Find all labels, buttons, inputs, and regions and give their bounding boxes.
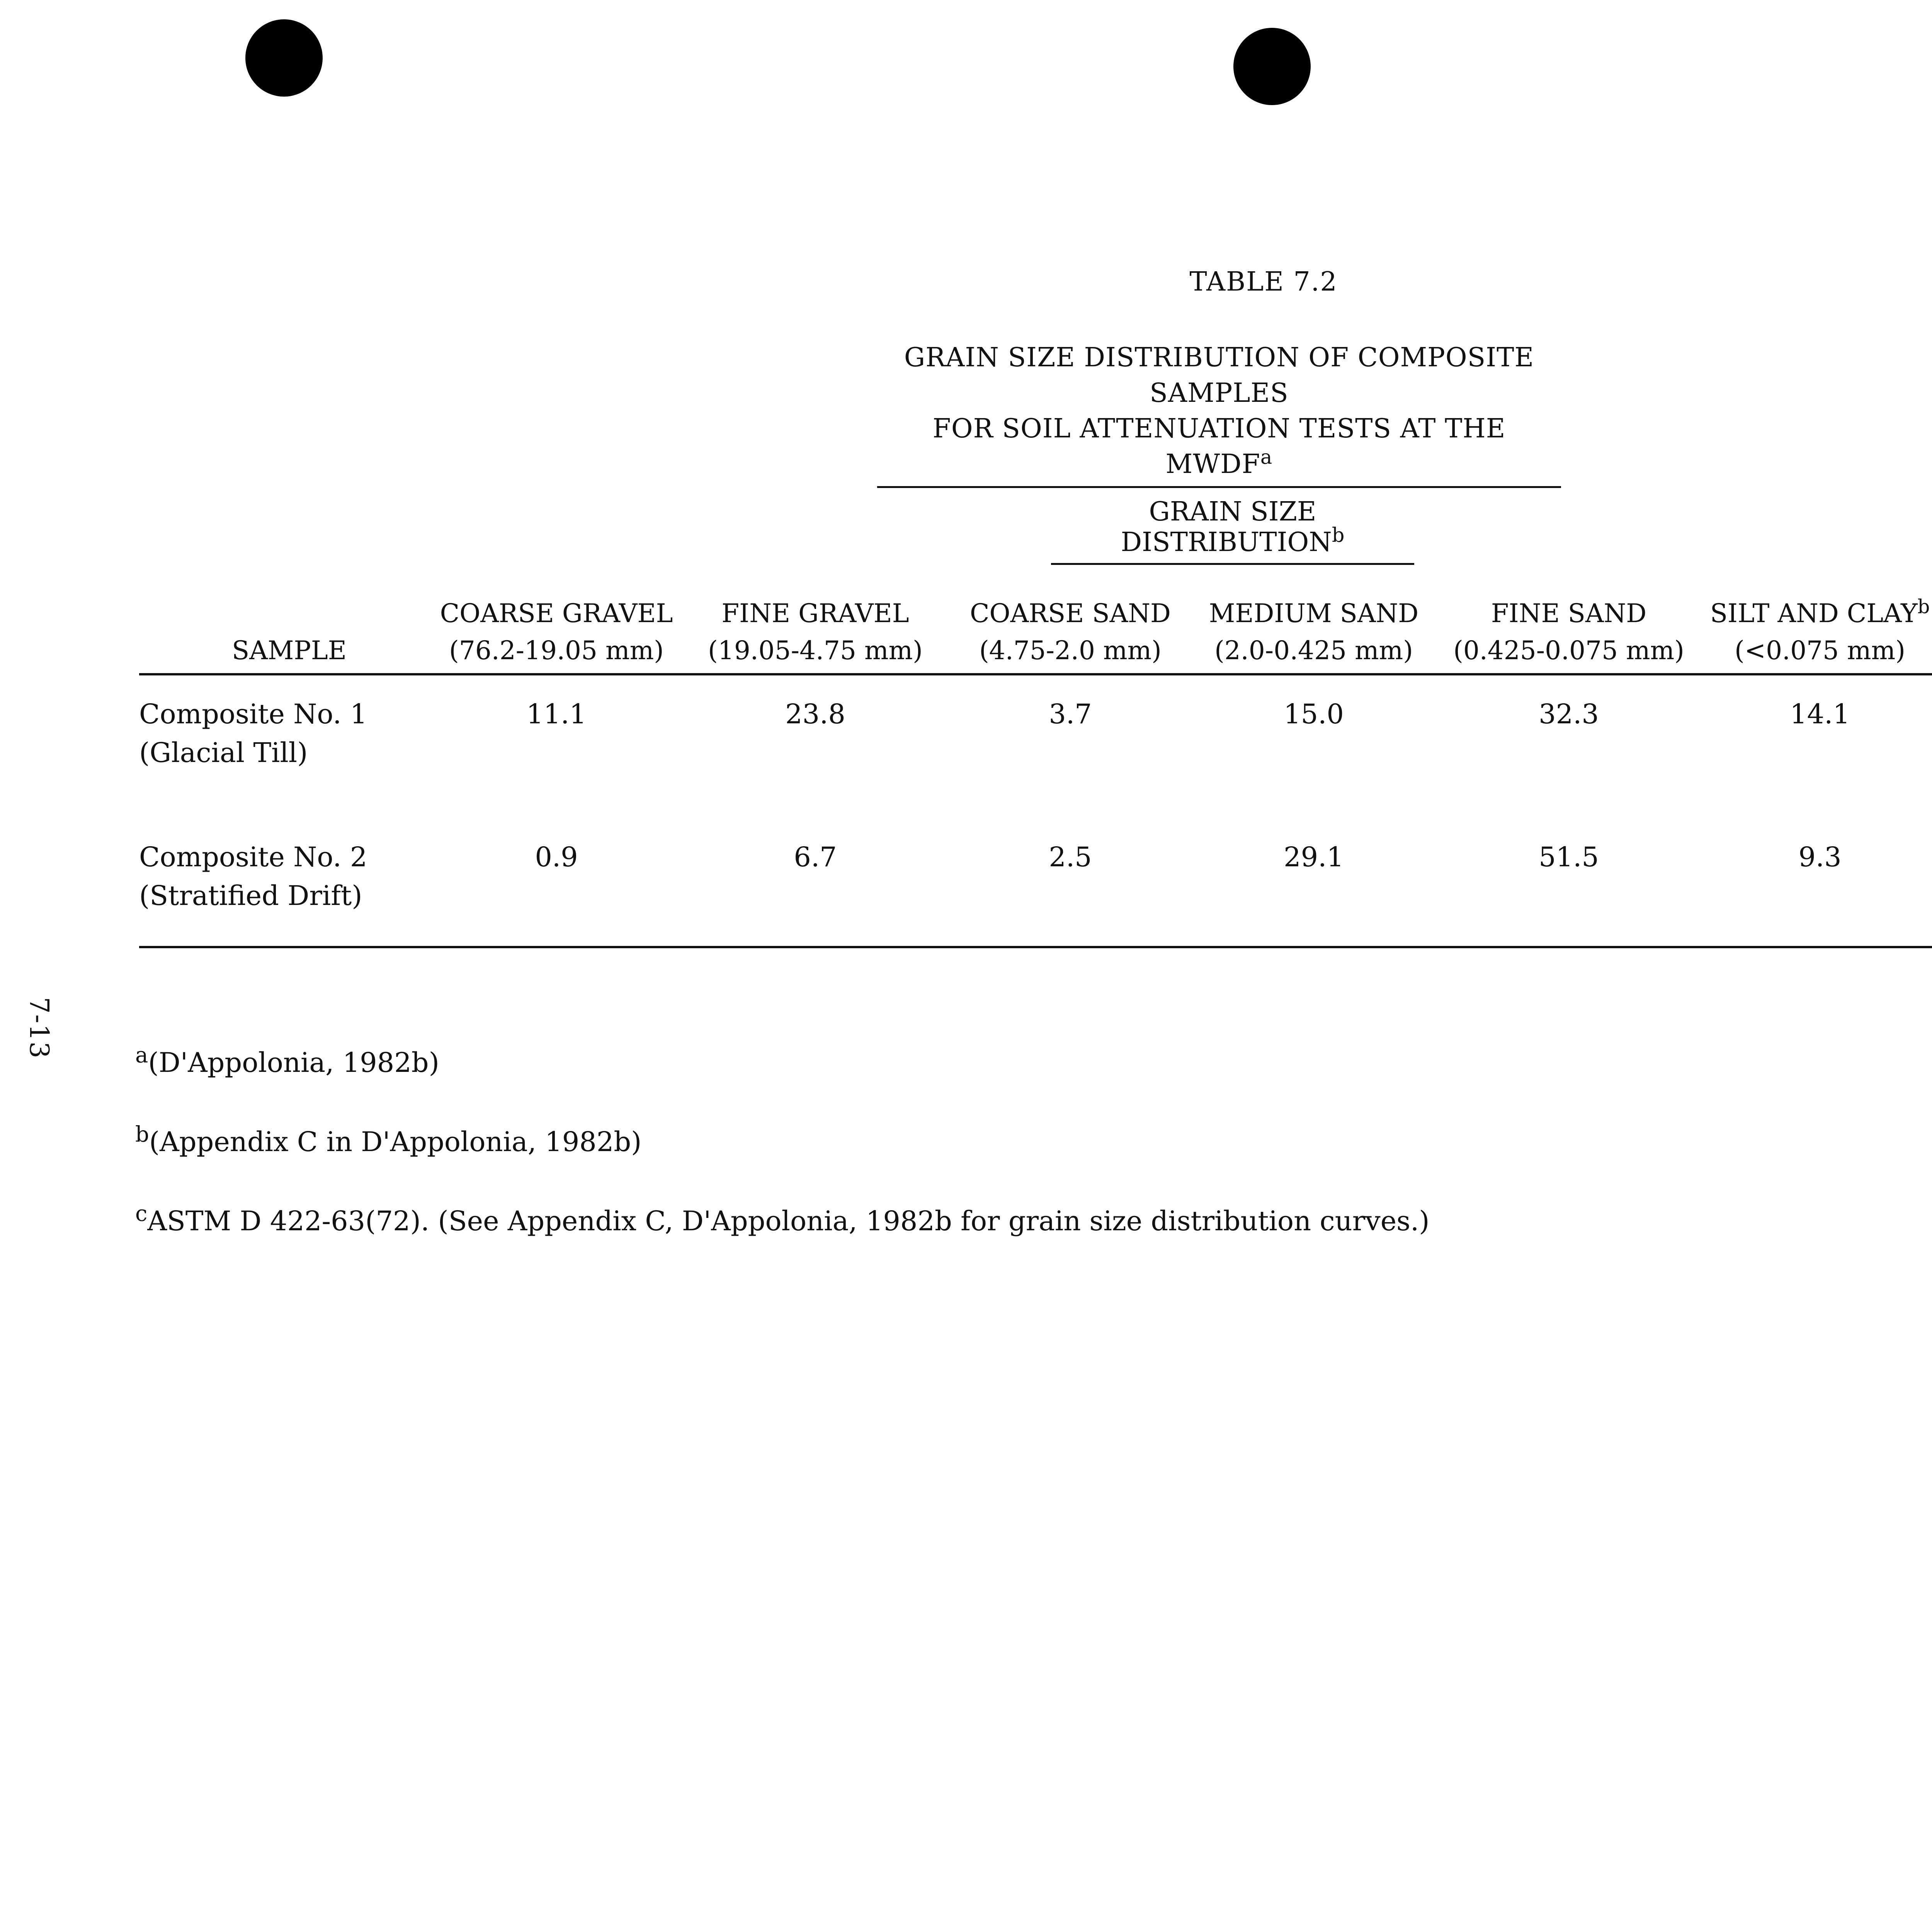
footnote-text: (Appendix C in D'Appolonia, 1982b) [149,1126,642,1158]
value-cell-coarse-gravel: 11.1 [526,698,587,730]
column-group-heading [1051,497,1414,565]
column-header-label: COARSE SAND [970,599,1171,628]
footnote-mark: a [135,1043,148,1068]
sample-type: (Stratified Drift) [139,880,362,912]
grain-size-table [139,595,1932,948]
column-header-coarse-gravel [433,595,680,674]
table-title-line-2 [877,411,1561,482]
value-cell-fine-sand: 32.3 [1539,698,1599,730]
value-cell-fine-gravel: 6.7 [680,838,951,947]
value-cell-fine-sand: 51.5 [1437,838,1700,947]
value-cell-medium-sand: 29.1 [1190,838,1437,947]
header-row [139,595,1932,674]
footnote-text: (D'Appolonia, 1982b) [148,1047,439,1078]
column-header-label: MEDIUM SAND [1209,599,1419,628]
footnote-mark: a [1260,446,1273,469]
sample-cell [139,838,433,947]
column-header-range: (4.75-2.0 mm) [979,636,1162,665]
column-header-range: (19.05-4.75 mm) [708,636,923,665]
value-cell-silt-and-clay: 9.3 [1700,838,1932,947]
column-header-label-text: SILT AND CLAY [1710,599,1918,628]
table-row [139,838,1932,947]
column-header-label: COARSE GRAVEL [440,599,673,628]
value-cell-silt-and-clay: 14.1 [1790,698,1850,730]
value-cell-fine-gravel: 23.8 [785,698,845,730]
column-header-label: FINE GRAVEL [721,599,909,628]
value-cell-coarse-sand: 3.7 [1049,698,1092,730]
footnote-b [135,1122,1932,1161]
column-header-medium-sand [1190,595,1437,674]
value-cell-coarse-sand: 2.5 [951,838,1190,947]
column-header-range: (0.425-0.075 mm) [1453,636,1684,665]
column-header-range: (<0.075 mm) [1735,636,1905,665]
table-title-line-1: GRAIN SIZE DISTRIBUTION OF COMPOSITE SAMPLES [904,342,1534,408]
table-title [877,340,1561,488]
footnote-c [135,1202,1932,1240]
column-header-label: SAMPLE [232,636,347,665]
sample-name: Composite No. 2 [139,841,367,873]
column-header-fine-sand [1437,595,1700,674]
column-header-label: FINE SAND [1491,599,1647,628]
footnote-mark: b [1332,524,1345,547]
table-row [139,674,1932,838]
punch-hole [1233,28,1311,105]
value-cell-medium-sand: 15.0 [1284,698,1344,730]
column-header-sample [139,595,433,674]
footnote-mark: c [135,1201,148,1226]
column-header-silt-and-clay [1700,595,1932,674]
column-header-range: (76.2-19.05 mm) [449,636,664,665]
footnote-a [135,1043,1932,1082]
column-group-heading-text: GRAIN SIZE DISTRIBUTION [1121,497,1332,558]
column-header-label [1700,595,1932,632]
value-cell-coarse-gravel: 0.9 [433,838,680,947]
footnotes [135,1043,1932,1281]
punch-hole [245,19,323,97]
column-header-fine-gravel [680,595,951,674]
grain-size-table-container [139,595,1932,948]
footnote-mark: b [1917,595,1930,618]
page-number: 7-13 [24,997,54,1059]
table-number: TABLE 7.2 [1189,267,1338,297]
sample-type: (Glacial Till) [139,737,308,769]
footnote-text: ASTM D 422-63(72). (See Appendix C, D'Appolonia, 1982b for grain size distribution curves.) [147,1205,1430,1237]
column-header-coarse-sand [951,595,1190,674]
sample-name: Composite No. 1 [139,698,367,730]
sample-cell [139,674,433,838]
column-header-range: (2.0-0.425 mm) [1214,636,1413,665]
footnote-mark: b [135,1122,149,1147]
table-title-line-2-text: FOR SOIL ATTENUATION TESTS AT THE MWDF [932,413,1506,480]
